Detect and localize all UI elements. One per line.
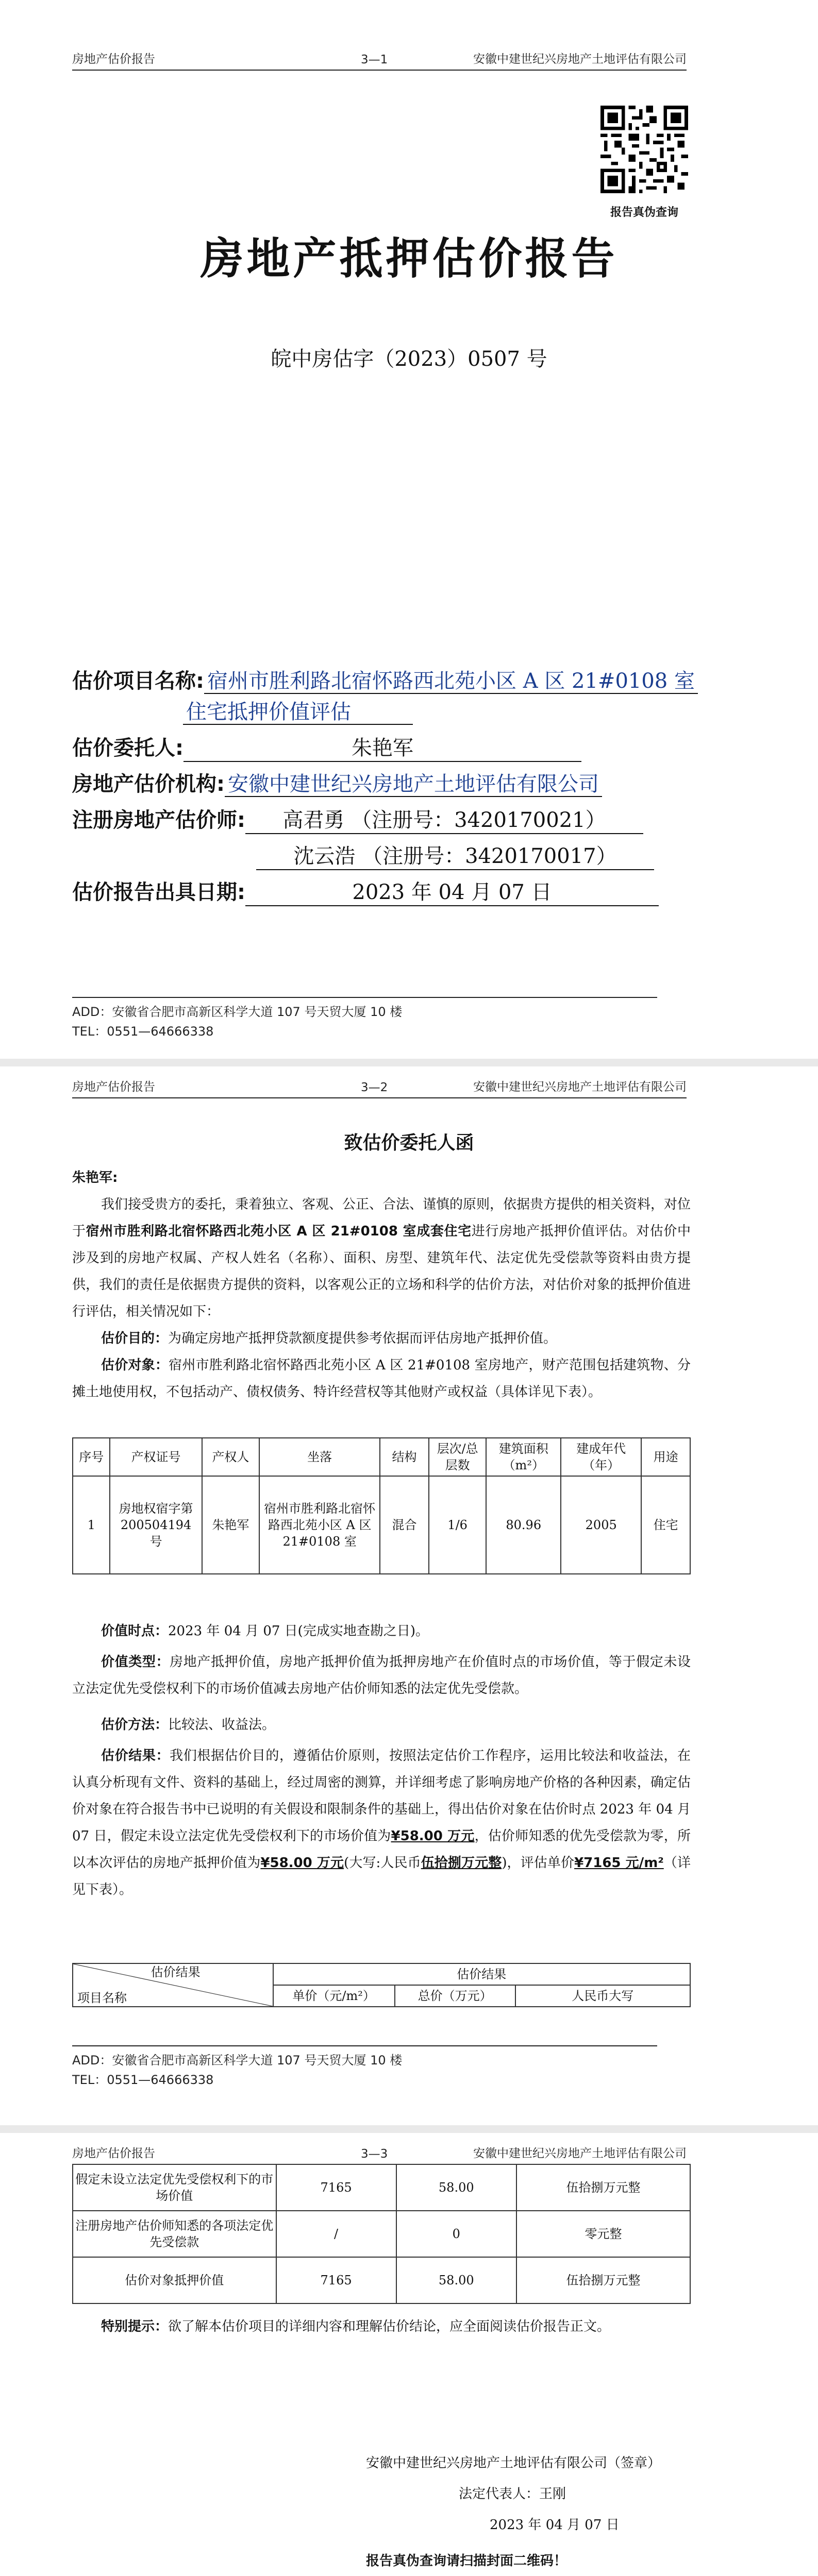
client-name: 朱艳军 xyxy=(183,732,581,762)
row-words: 零元整 xyxy=(516,2211,690,2257)
project-name-line1: 宿州市胜利路北宿怀路西北苑小区 A 区 21#0108 室 xyxy=(204,669,698,694)
row-unit-price: / xyxy=(276,2211,396,2257)
cell-structure: 混合 xyxy=(380,1476,429,1574)
value-type-label: 价值类型： xyxy=(101,1654,170,1670)
footer-address: ADD：安徽省合肥市高新区科学大道 107 号天贸大厦 10 楼 xyxy=(72,2053,403,2067)
corner-bottom: 项目名称 xyxy=(77,1991,127,2005)
result-paragraph xyxy=(72,1742,691,1903)
client-field xyxy=(72,732,581,762)
header-left: 房地产估价报告 xyxy=(72,53,155,66)
object-label: 估价对象： xyxy=(101,1358,169,1373)
page-header xyxy=(72,49,687,71)
col-header: 建成年代（年） xyxy=(561,1438,641,1476)
col-header: 产权人 xyxy=(202,1438,259,1476)
value-type-paragraph xyxy=(72,1649,691,1702)
value-type-text: 房地产抵押价值，房地产抵押价值为抵押房地产在价值时点的市场价值，等于假定未设立法定优先受偿权利下的市场价值减去房地产估价师知悉的法定优先受偿款。 xyxy=(72,1654,691,1697)
row-total: 0 xyxy=(396,2211,516,2257)
diagonal-header-cell xyxy=(73,1963,273,2007)
col-unit-price: 单价（元/m²） xyxy=(273,1985,395,2007)
page-footer xyxy=(72,997,657,1041)
row-words: 伍拾捌万元整 xyxy=(516,2257,690,2303)
signature-company: 安徽中建世纪兴房地产土地评估有限公司（签章） xyxy=(366,2455,661,2471)
header-left: 房地产估价报告 xyxy=(72,1080,155,1094)
letter-title: 致估价委托人函 xyxy=(344,1132,474,1154)
value-date-paragraph xyxy=(72,1618,691,1645)
row-words: 伍拾捌万元整 xyxy=(516,2164,690,2211)
client-label: 估价委托人: xyxy=(72,736,183,760)
results-table xyxy=(72,2164,691,2304)
header-page-number: 3—3 xyxy=(361,2147,388,2161)
special-note-label: 特别提示： xyxy=(101,2319,169,2334)
page-header xyxy=(72,1077,687,1098)
result-text-c: ，估价师知悉的优先受偿款为零，所以本次评估的房地产抵押价值为 xyxy=(72,1828,691,1871)
result-text-a: 我们根据估价目的，遵循估价原则，按照法定估价工作程序，运用比较法和收益法，在认真分析现有文件、资料的基础上，经过周密的测算，并详细考虑了影响房地产价格的各种因素，确定估价对象在符合报告书中已说明的有关假设和限制条件的基础上，得出估价对象在估价时点 2023 年 04 月 07 日，假定未设立法定优先受偿权利下的市场价值为 xyxy=(72,1748,691,1844)
purpose-paragraph xyxy=(72,1325,691,1352)
object-paragraph xyxy=(72,1352,691,1405)
agency-field xyxy=(72,768,602,797)
row-total: 58.00 xyxy=(396,2164,516,2211)
appraiser-field xyxy=(72,804,643,834)
cell-cert-no: 房地权宿字第 200504194 号 xyxy=(110,1476,202,1574)
result-group-header: 估价结果 xyxy=(273,1963,690,1985)
report-title: 房地产抵押估价报告 xyxy=(200,233,618,284)
special-note xyxy=(72,2313,691,2340)
object-text: 宿州市胜利路北宿怀路西北苑小区 A 区 21#0108 室房地产，财产范围包括建筑物、分摊土地使用权，不包括动产、债权债务、特许经营权等其他财产或权益（具体详见下表）。 xyxy=(72,1358,691,1400)
result-text-e: (大写:人民币 xyxy=(344,1855,421,1871)
table-row xyxy=(73,2257,690,2303)
signature-representative: 法定代表人：王刚 xyxy=(459,2486,566,2502)
cell-year: 2005 xyxy=(561,1476,641,1574)
col-header: 建筑面积（m²） xyxy=(486,1438,561,1476)
value-in-words: 伍拾捌万元整 xyxy=(421,1855,502,1871)
method-text: 比较法、收益法。 xyxy=(168,1717,276,1733)
mortgage-value: ¥58.00 万元 xyxy=(260,1855,344,1871)
verification-qr-code[interactable] xyxy=(600,106,688,193)
footer-tel: TEL：0551—64666338 xyxy=(72,2073,214,2087)
signature-date: 2023 年 04 月 07 日 xyxy=(490,2517,620,2533)
project-name-line2: 住宅抵押价值评估 xyxy=(183,700,413,725)
cell-owner: 朱艳军 xyxy=(202,1476,259,1574)
special-note-text: 欲了解本估价项目的详细内容和理解估价结论，应全面阅读估价报告正文。 xyxy=(168,2319,611,2334)
header-left: 房地产估价报告 xyxy=(72,2147,155,2160)
unit-price: ¥7165 元/m² xyxy=(574,1855,664,1871)
result-label: 估价结果： xyxy=(101,1748,170,1764)
property-table-header xyxy=(73,1438,690,1476)
page-footer xyxy=(72,2045,657,2090)
row-name: 注册房地产估价师知悉的各项法定优先受偿款 xyxy=(73,2211,276,2257)
report-number: 皖中房估字（2023）0507 号 xyxy=(271,347,547,371)
col-words: 人民币大写 xyxy=(515,1985,690,2007)
report-date-field xyxy=(72,876,659,906)
row-unit-price: 7165 xyxy=(276,2257,396,2303)
footer-address: ADD：安徽省合肥市高新区科学大道 107 号天贸大厦 10 楼 xyxy=(72,1005,403,1019)
verify-notice: 报告真伪查询请扫描封面二维码！ xyxy=(366,2553,567,2569)
qr-caption: 报告真伪查询 xyxy=(610,206,678,219)
row-name: 假定未设立法定优先受偿权利下的市场价值 xyxy=(73,2164,276,2211)
row-name: 估价对象抵押价值 xyxy=(73,2257,276,2303)
intro-part-c: 进行房地产抵押价值评估。对估价中涉及到的房地产权属、产权人姓名（名称）、面积、房型、建筑年代、法定优先受偿款等资料由贵方提供，我们的责任是依据贵方提供的资料，以客观公正的立场和科学的估价方法，对估价对象的抵押价值进行评估，相关情况如下： xyxy=(72,1224,691,1319)
appraiser-label: 注册房地产估价师: xyxy=(72,808,245,832)
method-paragraph xyxy=(72,1711,691,1738)
letter-salutation xyxy=(72,1164,691,1191)
cell-area: 80.96 xyxy=(486,1476,561,1574)
cell-use: 住宅 xyxy=(641,1476,690,1574)
header-company: 安徽中建世纪兴房地产土地评估有限公司 xyxy=(473,1080,687,1094)
report-date-label: 估价报告出具日期: xyxy=(72,880,245,904)
project-name-field xyxy=(72,665,698,694)
col-header: 坐落 xyxy=(259,1438,380,1476)
cover-page xyxy=(0,0,818,1059)
corner-top: 估价结果 xyxy=(151,1965,201,1979)
intro-part-a: 我们接受贵方的委托，秉着独立、客观、公正、合法、谨慎的原则，依据贵方提供的相关资料，对位于 xyxy=(72,1197,691,1239)
appraiser-1: 高君勇 （注册号：3420170021） xyxy=(245,804,643,834)
appraiser-2-row xyxy=(256,840,654,870)
value-date-label: 价值时点： xyxy=(101,1623,169,1639)
table-row xyxy=(73,1476,690,1574)
property-table xyxy=(72,1437,691,1574)
result-text-i: （详见下表）。 xyxy=(72,1855,691,1897)
letter-intro xyxy=(72,1191,691,1325)
project-name-label: 估价项目名称: xyxy=(72,669,204,693)
report-date: 2023 年 04 月 07 日 xyxy=(245,876,659,906)
market-value: ¥58.00 万元 xyxy=(391,1828,475,1844)
appraiser-2: 沈云浩 （注册号：3420170017） xyxy=(256,840,654,870)
table-row xyxy=(73,2164,690,2211)
header-company: 安徽中建世纪兴房地产土地评估有限公司 xyxy=(473,53,687,66)
col-header: 序号 xyxy=(73,1438,110,1476)
cell-location: 宿州市胜利路北宿怀路西北苑小区 A 区 21#0108 室 xyxy=(259,1476,380,1574)
col-header: 层次/总层数 xyxy=(429,1438,486,1476)
col-header: 产权证号 xyxy=(110,1438,202,1476)
table-row xyxy=(73,2211,690,2257)
purpose-text: 为确定房地产抵押贷款额度提供参考依据而评估房地产抵押价值。 xyxy=(168,1331,557,1346)
col-header: 结构 xyxy=(380,1438,429,1476)
col-total: 总价（万元） xyxy=(395,1985,515,2007)
header-company: 安徽中建世纪兴房地产土地评估有限公司 xyxy=(473,2147,687,2160)
footer-tel: TEL：0551—64666338 xyxy=(72,1024,214,1039)
cell-floor: 1/6 xyxy=(429,1476,486,1574)
project-name-line2-row xyxy=(183,696,413,725)
col-header: 用途 xyxy=(641,1438,690,1476)
header-page-number: 3—2 xyxy=(361,1081,388,1094)
result-text-g: )，评估单价 xyxy=(502,1855,575,1871)
value-date-text: 2023 年 04 月 07 日(完成实地查勘之日)。 xyxy=(168,1623,429,1639)
header-page-number: 3—1 xyxy=(361,53,388,66)
row-unit-price: 7165 xyxy=(276,2164,396,2211)
method-label: 估价方法： xyxy=(101,1717,169,1733)
result-table-header xyxy=(72,1963,691,2007)
agency-name: 安徽中建世纪兴房地产土地评估有限公司 xyxy=(225,772,602,797)
cell-index: 1 xyxy=(73,1476,110,1574)
agency-label: 房地产估价机构: xyxy=(72,772,225,796)
page-header xyxy=(72,2143,687,2165)
intro-address: 宿州市胜利路北宿怀路西北苑小区 A 区 21#0108 室成套住宅 xyxy=(86,1224,472,1239)
row-total: 58.00 xyxy=(396,2257,516,2303)
purpose-label: 估价目的： xyxy=(101,1331,169,1346)
salutation-name: 朱艳军: xyxy=(72,1170,118,1185)
